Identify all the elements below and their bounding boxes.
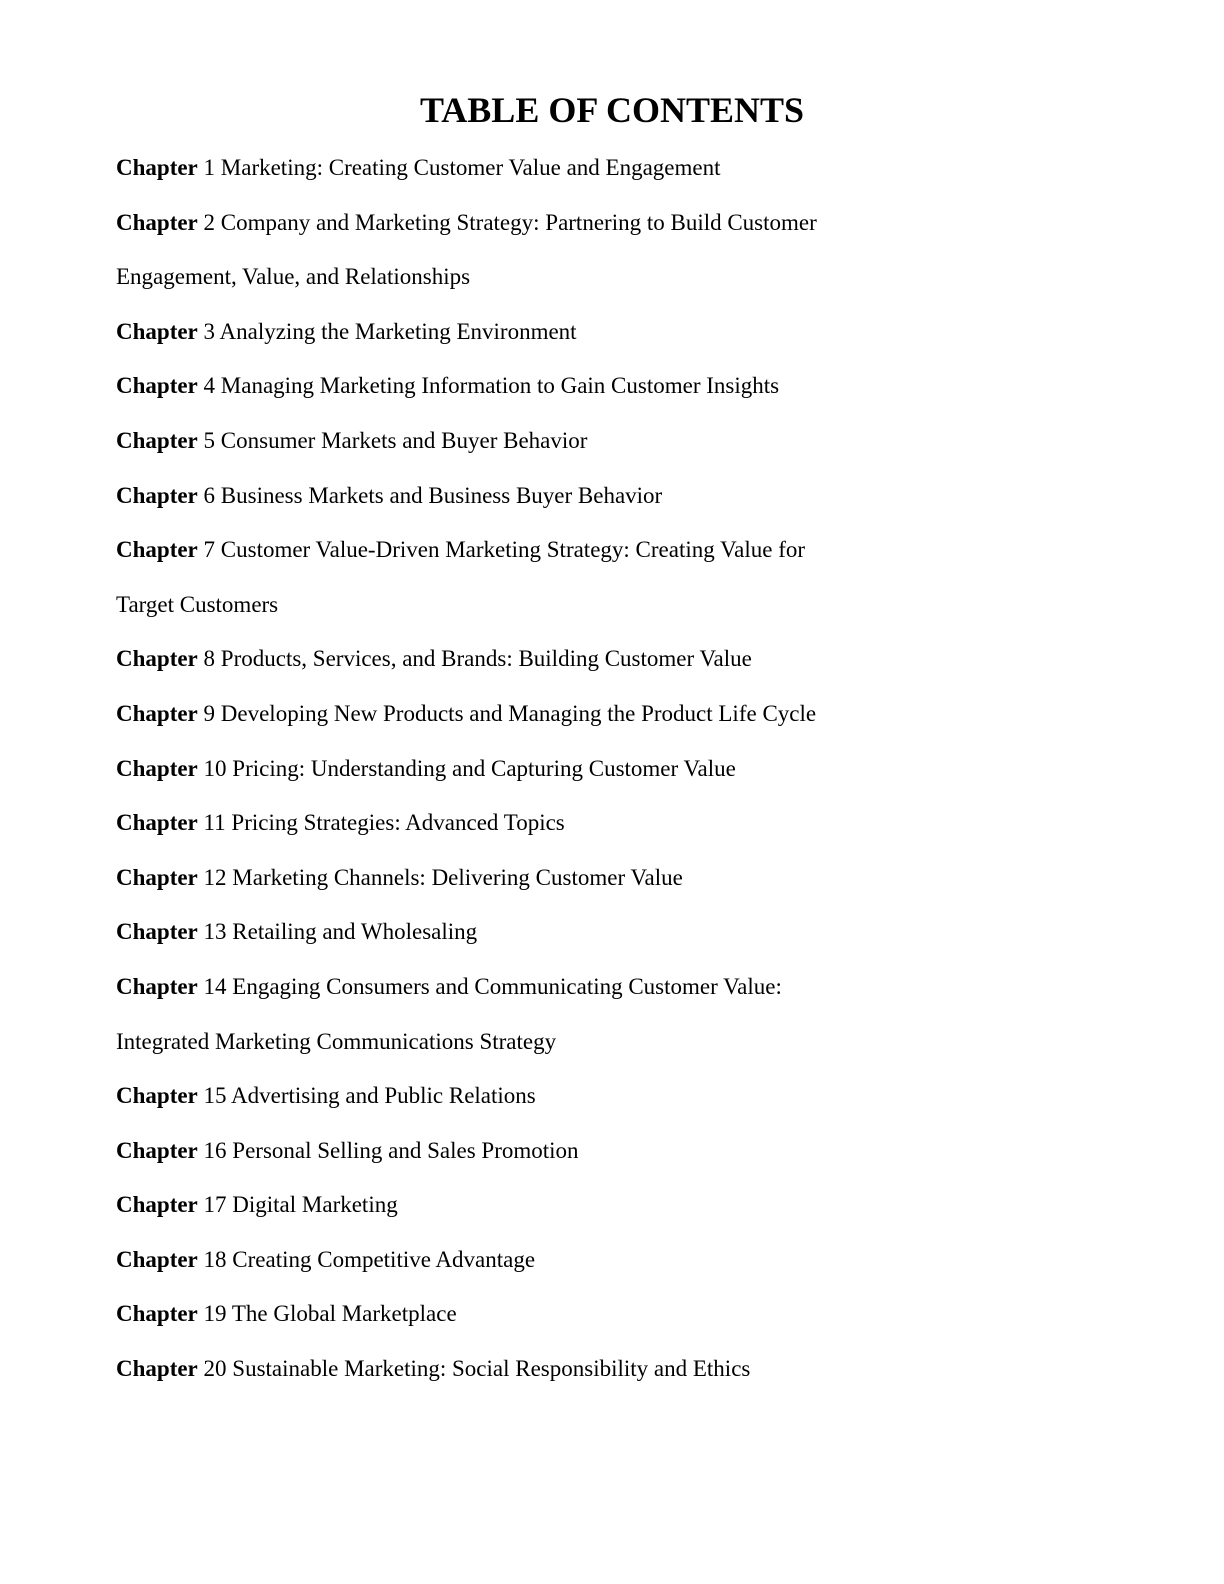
toc-line: [116, 1133, 1116, 1188]
chapter-label: Chapter: [116, 537, 198, 563]
toc-line-continuation: [116, 1024, 1116, 1079]
chapter-title-continuation: Target Customers: [116, 591, 279, 617]
chapter-label: Chapter: [116, 482, 198, 508]
chapter-title: 8 Products, Services, and Brands: Building Customer Value: [197, 646, 752, 672]
chapter-label: Chapter: [116, 700, 198, 726]
chapter-title-continuation: Engagement, Value, and Relationships: [116, 264, 471, 290]
toc-line-continuation: [116, 587, 1116, 642]
toc-line: [116, 805, 1116, 860]
chapter-title-continuation: Integrated Marketing Communications Strategy: [116, 1028, 557, 1054]
chapter-label: Chapter: [116, 373, 198, 399]
table-of-contents: [116, 150, 1116, 1406]
toc-line-continuation: [116, 259, 1116, 314]
chapter-title: 2 Company and Marketing Strategy: Partnering to Build Customer: [197, 209, 817, 235]
chapter-label: Chapter: [116, 810, 198, 836]
chapter-label: Chapter: [116, 1301, 198, 1327]
chapter-label: Chapter: [116, 427, 198, 453]
chapter-title: 15 Advertising and Public Relations: [197, 1083, 536, 1109]
chapter-title: 14 Engaging Consumers and Communicating Customer Value:: [197, 973, 782, 999]
toc-line: [116, 1187, 1116, 1242]
toc-line: [116, 641, 1116, 696]
toc-line: [116, 314, 1116, 369]
chapter-title: 12 Marketing Channels: Delivering Customer Value: [197, 864, 683, 890]
chapter-label: Chapter: [116, 646, 198, 672]
chapter-title: 10 Pricing: Understanding and Capturing Customer Value: [197, 755, 736, 781]
toc-line: [116, 696, 1116, 751]
chapter-label: Chapter: [116, 1083, 198, 1109]
chapter-label: Chapter: [116, 919, 198, 945]
chapter-title: 1 Marketing: Creating Customer Value and Engagement: [197, 155, 721, 180]
chapter-label: Chapter: [116, 864, 198, 890]
chapter-title: 11 Pricing Strategies: Advanced Topics: [197, 810, 565, 836]
chapter-title: 13 Retailing and Wholesaling: [197, 919, 478, 945]
page-title: TABLE OF CONTENTS: [419, 90, 805, 130]
toc-line: [116, 1242, 1116, 1297]
toc-line: [116, 1351, 1116, 1406]
toc-line: [116, 368, 1116, 423]
chapter-title: 6 Business Markets and Business Buyer Behavior: [197, 482, 663, 508]
chapter-label: Chapter: [116, 973, 198, 999]
chapter-title: 16 Personal Selling and Sales Promotion: [197, 1137, 579, 1163]
chapter-label: Chapter: [116, 1192, 198, 1218]
chapter-title: 20 Sustainable Marketing: Social Responsibility and Ethics: [197, 1356, 751, 1382]
chapter-label: Chapter: [116, 1137, 198, 1163]
chapter-title: 4 Managing Marketing Information to Gain Customer Insights: [197, 373, 780, 399]
chapter-label: Chapter: [116, 755, 198, 781]
chapter-label: Chapter: [116, 318, 198, 344]
chapter-title: 5 Consumer Markets and Buyer Behavior: [197, 427, 588, 453]
chapter-title: 9 Developing New Products and Managing the Product Life Cycle: [197, 700, 817, 726]
chapter-title: 3 Analyzing the Marketing Environment: [197, 318, 577, 344]
toc-line: [116, 532, 1116, 587]
toc-line: [116, 150, 1116, 205]
chapter-label: Chapter: [116, 1246, 198, 1272]
toc-line: [116, 423, 1116, 478]
toc-line: [116, 969, 1116, 1024]
toc-line: [116, 914, 1116, 969]
toc-line: [116, 860, 1116, 915]
chapter-label: Chapter: [116, 155, 198, 180]
chapter-title: 17 Digital Marketing: [197, 1192, 398, 1218]
chapter-label: Chapter: [116, 1356, 198, 1382]
chapter-title: 18 Creating Competitive Advantage: [197, 1246, 536, 1272]
chapter-title: 7 Customer Value-Driven Marketing Strategy: Creating Value for: [197, 537, 806, 563]
toc-line: [116, 205, 1116, 260]
toc-line: [116, 1296, 1116, 1351]
toc-line: [116, 1078, 1116, 1133]
chapter-title: 19 The Global Marketplace: [197, 1301, 457, 1327]
chapter-label: Chapter: [116, 209, 198, 235]
toc-line: [116, 751, 1116, 806]
toc-line: [116, 478, 1116, 533]
